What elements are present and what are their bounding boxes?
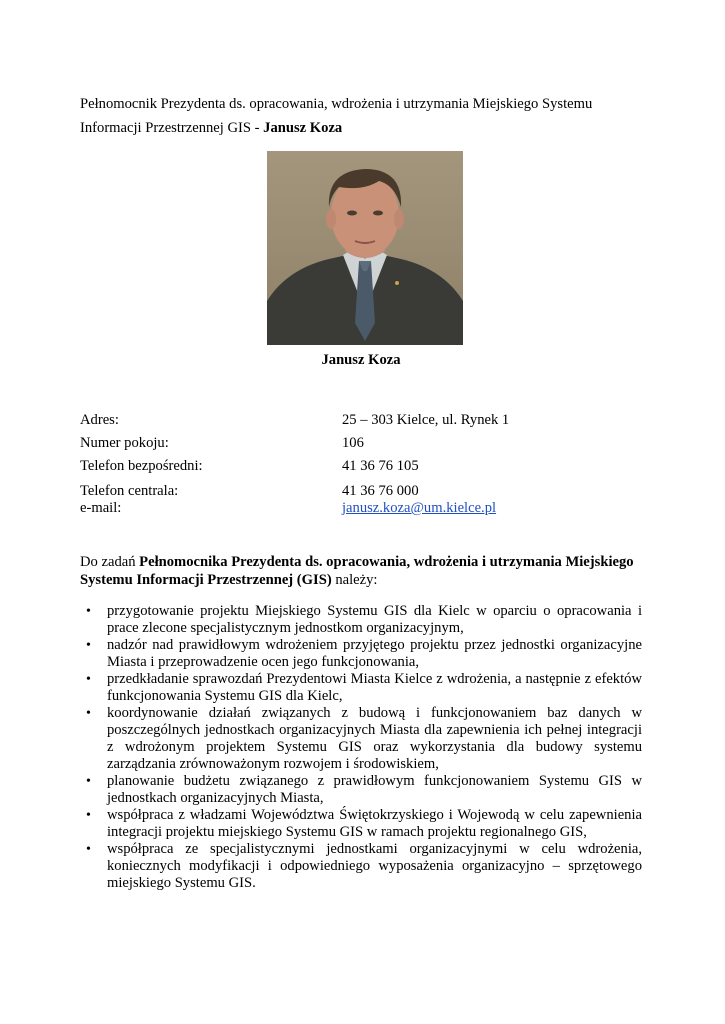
switchboard-label: Telefon centrala: xyxy=(80,483,179,499)
direct-phone-value: 41 36 76 105 xyxy=(342,458,419,474)
list-item xyxy=(80,671,642,705)
portrait-image xyxy=(267,151,463,345)
title-name: Janusz Koza xyxy=(263,120,343,136)
intro-suffix: należy: xyxy=(331,572,378,588)
list-item xyxy=(80,807,642,841)
intro-prefix: Do zadań xyxy=(80,554,140,570)
room-label: Numer pokoju: xyxy=(80,435,169,451)
email-label: e-mail: xyxy=(80,500,122,516)
list-item xyxy=(80,841,642,892)
address-label: Adres: xyxy=(80,412,119,428)
page-title xyxy=(80,92,642,140)
duty-text: • przygotowanie projektu Miejskiego Systemu GIS dla Kielc w oparciu o opracowania i prace zlecone specjalistycznym jednostkom organizacyjnym, xyxy=(107,603,642,636)
list-item xyxy=(80,603,642,637)
contact-row-address xyxy=(80,412,642,435)
intro-bold: Pełnomocnika Prezydenta ds. opracowania, wdrożenia i utrzymania Miejskiego Systemu Informacji Przestrzennej (GIS) xyxy=(80,554,634,588)
contact-row-switchboard xyxy=(80,483,642,500)
list-item xyxy=(80,705,642,773)
duty-text: • współpraca ze specjalistycznymi jednostkami organizacyjnymi w celu wdrożenia, koniecznych modyfikacji i odpowiedniego wyposażenia organizacyjno – sprzętowego miejskiego Systemu GIS. xyxy=(107,841,642,891)
duties-list xyxy=(80,603,642,892)
room-value: 106 xyxy=(342,435,364,451)
address-value: 25 – 303 Kielce, ul. Rynek 1 xyxy=(342,412,510,428)
switchboard-value: 41 36 76 000 xyxy=(342,483,419,499)
duty-text: • planowanie budżetu związanego z prawidłowym funkcjonowaniem Systemu GIS w jednostkach organizacyjnych Miasta, xyxy=(107,773,642,806)
direct-phone-label: Telefon bezpośredni: xyxy=(80,458,203,474)
duty-text: • nadzór nad prawidłowym wdrożeniem przyjętego projektu przez jednostki organizacyjne Miasta i przeprowadzenie ocen jego funkcjonowania, xyxy=(107,637,642,670)
duties-intro xyxy=(80,553,642,589)
contact-row-email xyxy=(80,500,642,523)
contact-row-direct-phone xyxy=(80,458,642,481)
portrait-photo xyxy=(267,151,463,345)
contact-info xyxy=(80,412,642,523)
list-item xyxy=(80,773,642,807)
photo-caption: Janusz Koza xyxy=(321,352,401,368)
duty-text: • współpraca z władzami Województwa Świętokrzyskiego i Wojewodą w celu zapewnienia integracji projektu miejskiego Systemu GIS w ramach projektu regionalnego GIS, xyxy=(107,807,642,840)
duty-text: • przedkładanie sprawozdań Prezydentowi Miasta Kielce z wdrożenia, a następnie z efektów funkcjonowania Systemu GIS dla Kielc, xyxy=(107,671,642,704)
duty-text: • koordynowanie działań związanych z budową i funkcjonowaniem baz danych w poszczególnych jednostkach organizacyjnych Miasta dla zapewnienia ich pełnej integracji z wdrożonym projektem Systemu GIS oraz wykorzystania dla budowy systemu zarządzania zrównoważonym rozwojem i środowiskiem, xyxy=(107,705,642,772)
email-link[interactable]: janusz.koza@um.kielce.pl xyxy=(342,500,497,516)
title-text: Pełnomocnik Prezydenta ds. opracowania, wdrożenia i utrzymania Miejskiego Systemu Informacji Przestrzennej GIS - xyxy=(80,96,593,136)
list-item xyxy=(80,637,642,671)
contact-row-room xyxy=(80,435,642,458)
